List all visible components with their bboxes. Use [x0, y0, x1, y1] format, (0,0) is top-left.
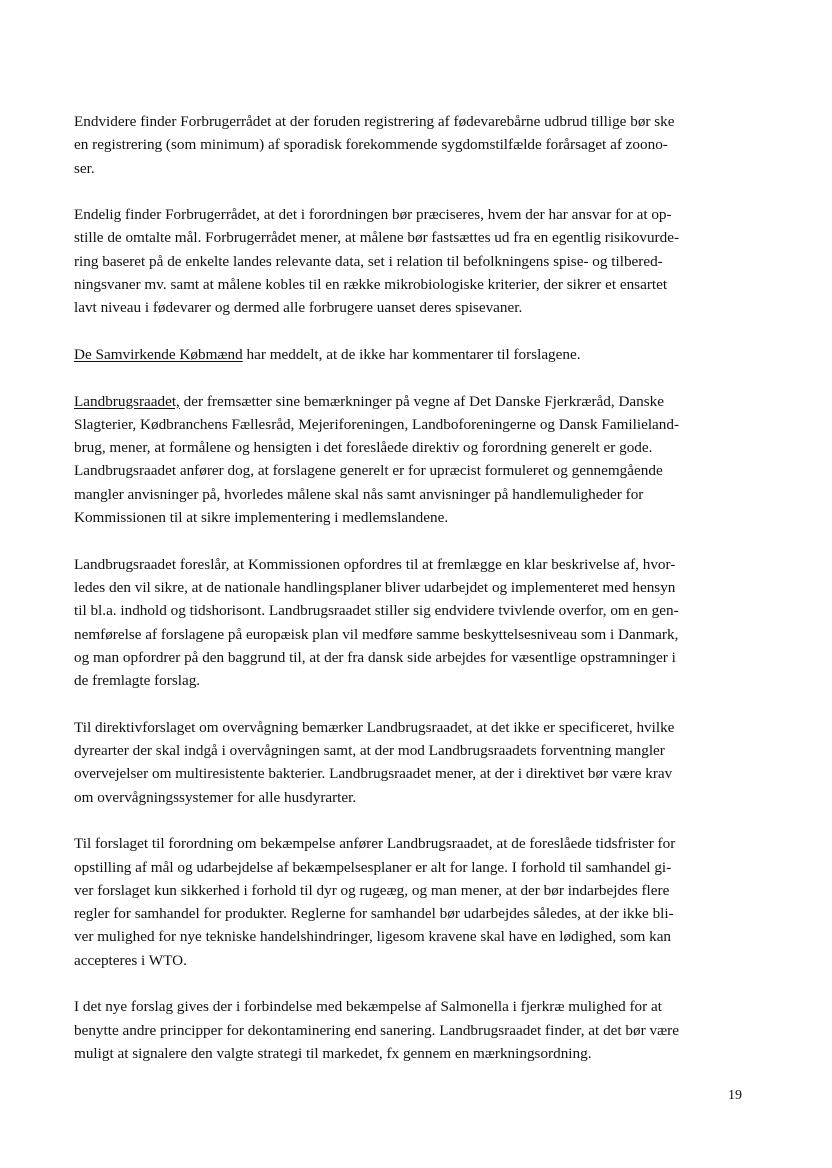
text-line: en registrering (som minimum) af sporadisk forekommende sygdomstilfælde forårsaget af zoono- [74, 136, 668, 154]
organization-name-underlined: De Samvirkende Købmænd [74, 345, 243, 363]
text-line: accepteres i WTO. [74, 951, 187, 969]
text-line: I det nye forslag gives der i forbindelse med bekæmpelse af Salmonella i fjerkræ mulighed for at [74, 998, 662, 1016]
text-line: nemførelse af forslagene på europæisk plan vil medføre samme beskyttelsesniveau som i Danmark, [74, 625, 679, 643]
text-line: ver mulighed for nye tekniske handelshindringer, ligesom kravene skal have en lødighed, som kan [74, 928, 672, 946]
text-line: stille de omtalte mål. Forbrugerrådet mener, at målene bør fastsættes ud fra en egentlig risikovurde- [74, 229, 680, 247]
text-line: Til forslaget til forordning om bekæmpelse anfører Landbrugsraadet, at de foreslåede tidsfrister for [74, 835, 676, 853]
paragraph-samvirkende-koebmaend [74, 343, 750, 366]
text-line: dyrearter der skal indgå i overvågningen samt, at der mod Landbrugsraadets forventning mangler [74, 742, 665, 760]
paragraph-forordning-bekaempelse [74, 832, 750, 972]
text-line: ningsvaner mv. samt at målene kobles til en række mikrobiologiske kriterier, der sikrer et ensartet [74, 276, 668, 294]
text-line: regler for samhandel for produkter. Reglerne for samhandel bør udarbejdes således, at der ikke bli- [74, 905, 674, 923]
page-number: 19 [728, 1088, 742, 1103]
paragraph-salmonella-fjerkrae [74, 995, 750, 1065]
text-line: Slagterier, Kødbranchens Fællesråd, Mejeriforeningen, Landboforeningerne og Dansk Familieland- [74, 415, 680, 433]
text-line: overvejelser om multiresistente bakterier. Landbrugsraadet mener, at der i direktivet bør være krav [74, 765, 673, 783]
text-line: benytte andre principper for dekontaminering end sanering. Landbrugsraadet finder, at det bør være [74, 1021, 679, 1039]
text-line: og man opfordrer på den baggrund til, at der fra dansk side arbejdes for væsentlige opstramninger i [74, 648, 676, 666]
text-line: Endvidere finder Forbrugerrådet at der foruden registrering af fødevarebårne udbrud tillige bør ske [74, 113, 675, 130]
text-line: ver forslaget kun sikkerhed i forhold til dyr og rugeæg, og man mener, at der bør indarbejdes flere [74, 881, 670, 899]
text-line: lavt niveau i fødevarer og dermed alle forbrugere uanset deres spisevaner. [74, 299, 523, 317]
text-fragment: har meddelt, at de ikke har kommentarer til forslagene. [242, 345, 581, 363]
text-line: brug, mener, at formålene og hensigten i det foreslåede direktiv og forordning generelt er gode. [74, 439, 653, 457]
text-line: Til direktivforslaget om overvågning bemærker Landbrugsraadet, at det ikke er specificeret, hvilke [74, 718, 675, 736]
text-line: til bl.a. indhold og tidshorisont. Landbrugsraadet stiller sig endvidere tvivlende overfor, om en gen- [74, 602, 679, 620]
text-fragment: der fremsætter sine bemærkninger på vegne af Det Danske Fjerkræråd, Danske [179, 392, 665, 410]
text-line: Endelig finder Forbrugerrådet, at det i forordningen bør præciseres, hvem der har ansvar for at op- [74, 206, 672, 224]
text-line: mangler anvisninger på, hvorledes målene skal nås samt anvisninger på handlemuligheder for [74, 485, 644, 503]
paragraph-landbrugsraadet-intro [74, 390, 750, 530]
text-line: Landbrugsraadet anfører dog, at forslagene generelt er for upræcist formuleret og gennemgående [74, 462, 663, 480]
text-line: om overvågningssystemer for alle husdyrarter. [74, 788, 357, 806]
organization-name-underlined: Landbrugsraadet, [74, 392, 180, 410]
text-line [74, 343, 750, 366]
text-line [74, 390, 750, 413]
text-line: ledes den vil sikre, at de nationale handlingsplaner bliver udarbejdet og implementeret med hensyn [74, 578, 676, 596]
paragraph-forbrugerraadet-maal [74, 203, 750, 319]
text-line: opstilling af mål og udarbejdelse af bekæmpelsesplaner er alt for lange. I forhold til samhandel gi- [74, 858, 672, 876]
document-body [74, 110, 750, 1088]
text-line: Landbrugsraadet foreslår, at Kommissionen opfordres til at fremlægge en klar beskrivelse af, hvor- [74, 555, 676, 573]
text-line: ser. [74, 159, 95, 177]
text-line: ring baseret på de enkelte landes relevante data, set i relation til befolkningens spise- og tilbered- [74, 252, 663, 270]
text-line: de fremlagte forslag. [74, 672, 201, 690]
text-line: Kommissionen til at sikre implementering i medlemslandene. [74, 509, 449, 527]
paragraph-direktivforslag-overvaagning [74, 716, 750, 809]
paragraph-landbrugsraadet-forslag [74, 553, 750, 693]
text-line: muligt at signalere den valgte strategi til markedet, fx gennem en mærkningsordning. [74, 1044, 592, 1062]
paragraph-forbrugerraadet-registrering [74, 110, 750, 180]
